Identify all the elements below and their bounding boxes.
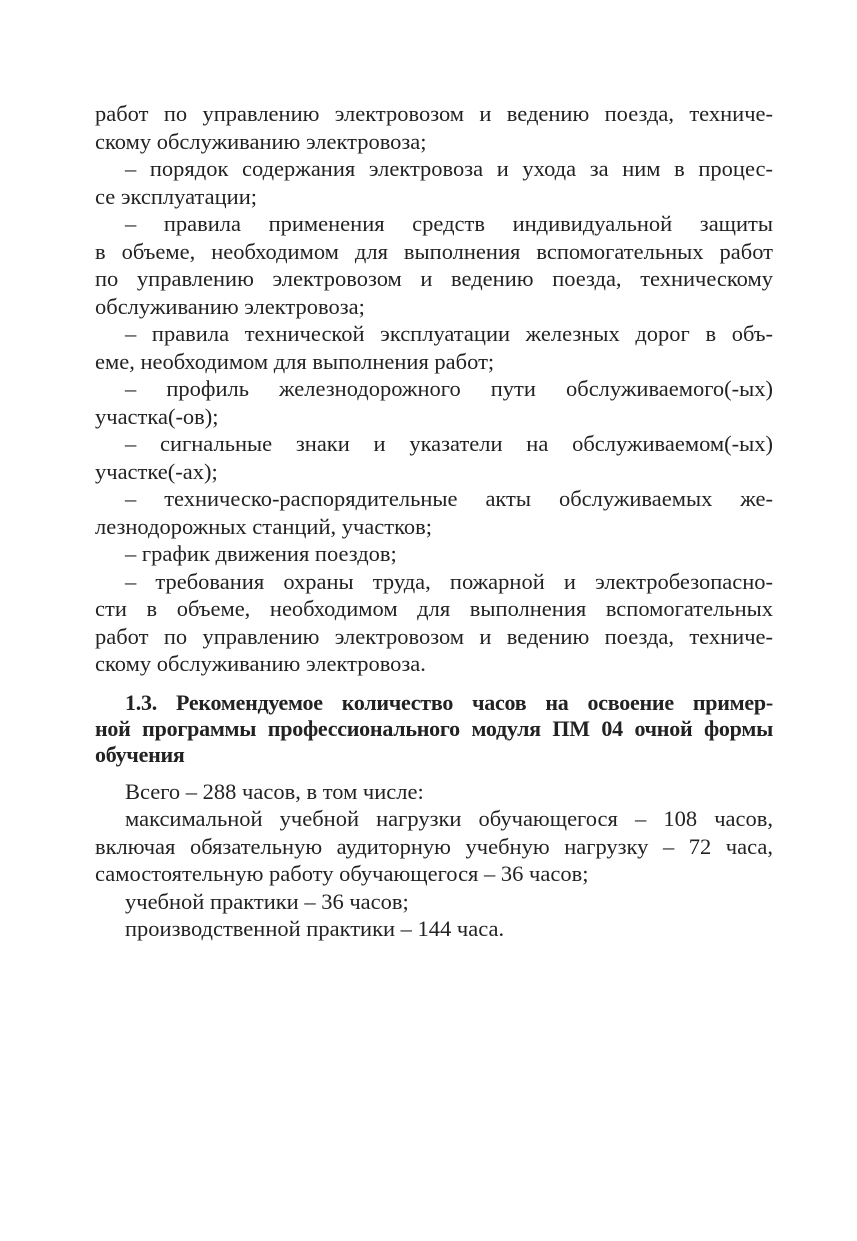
text-line: работ по управлению электровозом и ведению поезда, техниче- (95, 101, 773, 126)
list-item: – правила технической эксплуатации железных дорог в объ- (125, 321, 773, 346)
hours-line: производственной практики – 144 часа. (125, 916, 505, 941)
list-item: – профиль железнодорожного пути обслуживаемого(-ых) (125, 376, 773, 401)
hours-line: максимальной учебной нагрузки обучающегося – 108 часов, (125, 806, 773, 831)
list-item: – техническо-распорядительные акты обслуживаемых же- (125, 486, 773, 511)
text-line: сти в объеме, необходимом для выполнения вспомогательных (95, 596, 773, 621)
text-line: работ по управлению электровозом и ведению поезда, техниче- (95, 623, 773, 649)
text-line: обслуживанию электровоза; (95, 293, 365, 319)
text-line: в объеме, необходимом для выполнения вспомогательных работ (95, 238, 773, 264)
section-heading: 1.3. Рекомендуемое количество часов на освоение пример- (125, 689, 773, 715)
hours-line: включая обязательную аудиторную учебную нагрузку – 72 часа, (95, 833, 773, 859)
hours-line: Всего – 288 часов, в том числе: (125, 778, 424, 804)
section-heading: ной программы профессионального модуля ПМ 04 очной формы (95, 715, 773, 741)
text-line: лезнодорожных станций, участков; (95, 513, 433, 539)
list-item: – сигнальные знаки и указатели на обслуживаемом(-ых) (125, 431, 773, 456)
text-line: по управлению электровозом и ведению поезда, техническому (95, 266, 773, 291)
document-page (95, 100, 773, 943)
text-line: се эксплуатации; (95, 183, 257, 209)
list-item: – порядок содержания электровоза и ухода за ним в процес- (125, 156, 773, 181)
spacer (95, 678, 773, 690)
list-item: – график движения поездов; (125, 541, 397, 566)
list-item: – правила применения средств индивидуальной защиты (125, 211, 773, 236)
text-line: участка(-ов); (95, 403, 219, 429)
spacer (95, 768, 773, 778)
list-item: – требования охраны труда, пожарной и электробезопасно- (125, 568, 773, 594)
text-line: участке(-ах); (95, 458, 218, 484)
text-line: еме, необходимом для выполнения работ; (95, 348, 495, 374)
hours-line: учебной практики – 36 часов; (125, 888, 409, 914)
text-line: скому обслуживанию электровоза; (95, 128, 427, 154)
section-heading: обучения (95, 741, 185, 767)
text-line: скому обслуживанию электровоза. (95, 651, 426, 676)
hours-line: самостоятельную работу обучающегося – 36 часов; (95, 861, 589, 886)
